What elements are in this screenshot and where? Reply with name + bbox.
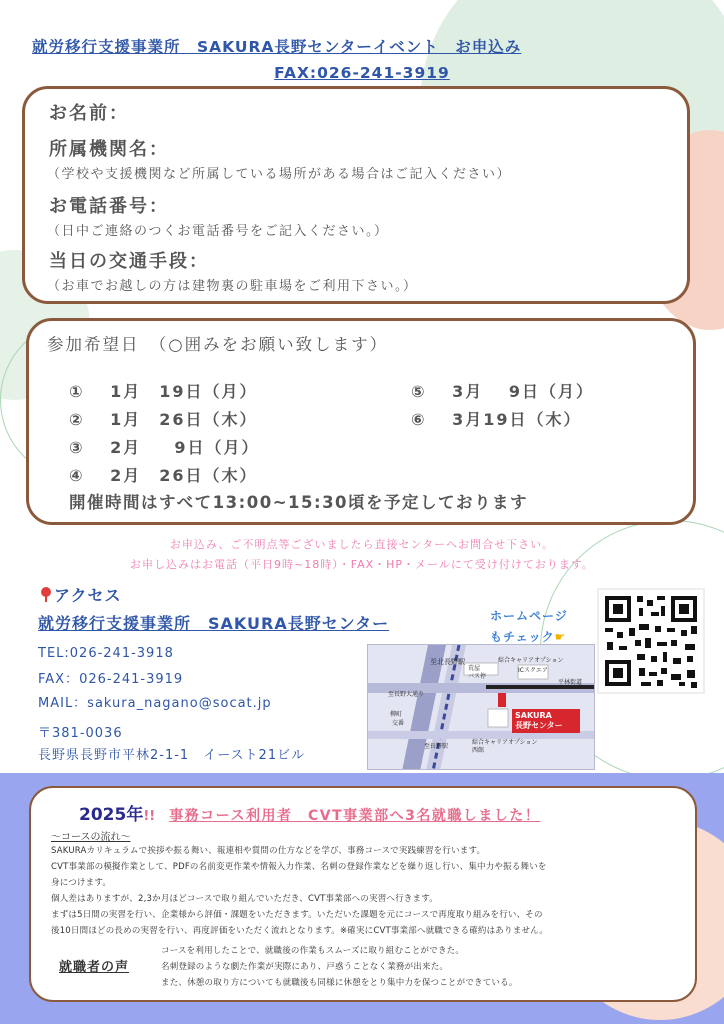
map-label: 至長野駅 [424,743,449,750]
map-label: 綜合キャリアオプション [472,739,538,746]
course-flow-line: SAKURAカリキュラムで挨拶や振る舞い、報連相や質問の仕方などを学び、事務コースで実践練習を行います。 [51,846,486,856]
map-label: 至長野大通り [388,691,425,698]
report-exclamation: !! [143,809,156,824]
date-option: ⑥ 3月19日（木） [411,410,582,429]
phone-note: （日中ご連絡のつくお電話番号をご記入ください。） [47,224,389,239]
date-option: ① 1月 19日（月） [69,382,258,401]
homepage-prompt-text: もチェック [490,630,555,644]
map-pin-icon [40,587,52,601]
homepage-prompt [490,606,568,648]
contact-tel: TEL:026-241-3918 [38,646,174,661]
voice-heading: 就職者の声 [59,960,130,975]
voice-line: 名刺登録のような劇た作業が実際にあり、戸惑うことなく業務が出来た。 [161,962,449,972]
date-option: ② 1月 26日（木） [69,410,258,429]
phone-field-label: お電話番号： [49,196,169,217]
course-flow-line: 個人差はありますが、2,3か月ほどコースで取り組んでいただき、CVT事業部への実習へ行きます。 [51,894,438,904]
course-flow-line: 後10日間ほどの長めの実習を行い、再度評価をいただく流れとなります。※確実にCVT事業部へ就職できる確約はありません。 [51,926,549,936]
course-flow-line: CVT事業部の模擬作業として、PDFの名前変更作業や情報入力作業、名刺の登録作業などを繰り返し行い、集中力や振る舞いを [51,862,547,872]
header-fax: FAX:026-241-3919 [274,64,450,82]
center-name: 就労移行支援事業所 SAKURA長野センター [38,614,390,633]
map-highlight-label [515,711,563,731]
affiliation-note: （学校や支援機関など所属している場所がある場合はご記入ください） [47,167,512,182]
transport-note: （お車でお越しの方は建物裏の駐車場をご利用下さい。） [47,279,418,294]
affiliation-field-label: 所属機関名： [49,139,169,160]
course-flow-line: 身につけます。 [51,878,112,888]
event-time-note: 開催時間はすべて13:00~15:30頃を予定しております [69,493,529,512]
report-year: 2025年 [79,805,144,825]
contact-notice: お申込み、ご不明点等ございましたら直接センターへお問合せ下さい。 [169,538,555,551]
map-label: 至北長野駅 [430,658,465,666]
application-form [22,86,690,304]
pointing-hand-icon: ☛ [554,630,567,644]
voice-line: また、休憩の取り方についても就職後も同様に休憩をとり集中力を保つことができている。 [161,978,518,988]
map-label: 平林街道 [558,679,583,686]
date-option: ④ 2月 26日（木） [69,466,258,485]
postal-code: 〒381-0036 [38,726,123,741]
course-flow-line: まずは5日間の実習を行い、企業様から評価・課題をいただきます。いただいた課題を元にコースで再度取り組みを行い、その [51,910,543,920]
qr-code[interactable] [597,588,705,694]
date-option: ③ 2月 9日（月） [69,438,260,457]
homepage-prompt-line: ホームページ [490,609,568,623]
contact-mail[interactable]: MAIL：sakura_nagano@socat.jp [38,696,272,711]
map-label: 柳町 [390,711,403,718]
employment-report [29,786,697,1002]
date-selection-title: 参加希望日 （○囲みをお願い致します） [47,335,389,354]
report-title [79,800,540,825]
map-label: バス停 [468,673,487,680]
voice-line: コースを利用したことで、就職後の作業もスムーズに取り組むことができた。 [161,946,465,956]
access-heading [40,583,122,606]
map-label: 荒屋 [468,665,481,672]
map-label: 交番 [392,720,405,727]
map-label: ICスクエア [518,667,548,674]
map-highlight-line: 長野センター [515,721,563,730]
address: 長野県長野市平林2-1-1 イースト21ビル [38,748,306,763]
contact-notice: お申し込みはお電話（平日9時~18時）・FAX・HP・メールにて受け付けております。 [130,558,594,571]
map-label: 綜合キャリアオプション [498,657,564,664]
access-map [367,644,595,770]
map-highlight-line: SAKURA [515,711,552,720]
name-field-label: お名前： [49,103,129,124]
qr-code-graphic [599,590,703,692]
access-heading-text: アクセス [54,586,122,605]
map-label: 西館 [472,747,485,754]
page-title: 就労移行支援事業所 SAKURA長野センターイベント お申込み [32,38,522,56]
date-selection [26,318,696,525]
date-option: ⑤ 3月 9日（月） [411,382,594,401]
contact-fax: FAX：026-241-3919 [38,672,184,687]
course-flow-heading: ～コースの流れ～ [51,832,131,843]
report-headline: 事務コース利用者 CVT事業部へ3名就職しました！ [169,808,541,824]
transport-field-label: 当日の交通手段： [49,251,209,272]
